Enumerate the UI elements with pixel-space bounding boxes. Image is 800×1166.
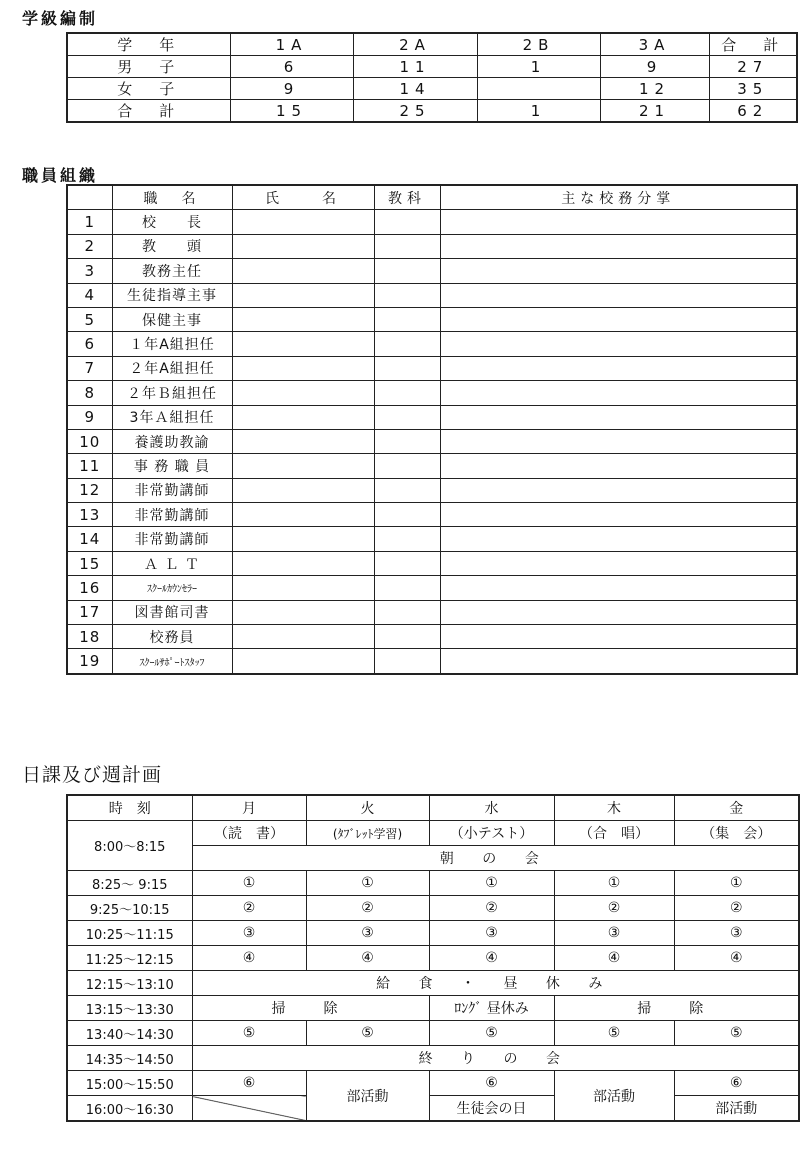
club-activity-cell: 部活動 — [554, 1071, 674, 1122]
staff-position: 校 長 — [112, 210, 232, 234]
staff-row — [67, 381, 797, 405]
schedule-header-cell: 木 — [554, 795, 674, 821]
staff-subject-cell — [374, 332, 440, 356]
staff-section-title: 職員組織 — [22, 166, 99, 185]
period-mark: ② — [554, 896, 674, 921]
staff-position: 教務主任 — [112, 259, 232, 283]
staff-row — [67, 576, 797, 600]
staff-position: 教 頭 — [112, 234, 232, 258]
staff-position: 校務員 — [112, 625, 232, 649]
staff-duty-cell — [440, 454, 797, 478]
staff-name-cell — [232, 454, 374, 478]
staff-row — [67, 307, 797, 331]
staff-duty-cell — [440, 332, 797, 356]
staff-subject-cell — [374, 478, 440, 502]
staff-subject-cell — [374, 576, 440, 600]
time-cell: 8:00～8:15 — [67, 821, 192, 871]
period-mark: ④ — [554, 946, 674, 971]
staff-subject-cell — [374, 551, 440, 575]
staff-name-cell — [232, 576, 374, 600]
staff-row — [67, 332, 797, 356]
class-header-cell: 学 年 — [67, 33, 230, 56]
staff-duty-cell — [440, 283, 797, 307]
staff-name-cell — [232, 405, 374, 429]
staff-duty-cell — [440, 551, 797, 575]
period-mark: ⑤ — [554, 1021, 674, 1046]
staff-row — [67, 551, 797, 575]
staff-duty-cell — [440, 381, 797, 405]
staff-number: 2 — [67, 234, 112, 258]
staff-name-cell — [232, 259, 374, 283]
period-mark: ① — [306, 871, 429, 896]
last-row — [67, 1096, 799, 1122]
class-cell: 9 — [230, 78, 353, 100]
class-cell: 9 — [600, 56, 709, 78]
morning-activity-cell: （読 書） — [192, 821, 306, 846]
lunch-cell: 給 食 ・ 昼 休 み — [192, 971, 799, 996]
staff-number: 7 — [67, 356, 112, 380]
staff-row — [67, 503, 797, 527]
staff-subject-cell — [374, 405, 440, 429]
closing-meeting-cell: 終 り の 会 — [192, 1046, 799, 1071]
morning-activity-row — [67, 821, 799, 846]
class-cell: 21 — [600, 100, 709, 123]
staff-name-cell — [232, 429, 374, 453]
period-mark: ① — [192, 871, 306, 896]
staff-subject-cell — [374, 503, 440, 527]
staff-subject-cell — [374, 307, 440, 331]
class-cell: 27 — [709, 56, 797, 78]
time-cell: 12:15～13:10 — [67, 971, 192, 996]
period-mark: ④ — [306, 946, 429, 971]
staff-number: 4 — [67, 283, 112, 307]
staff-position: 生徒指導主事 — [112, 283, 232, 307]
class-header-cell: 2A — [353, 33, 477, 56]
period-row — [67, 946, 799, 971]
class-cell: 62 — [709, 100, 797, 123]
class-table — [66, 32, 798, 123]
staff-duty-cell — [440, 649, 797, 674]
staff-subject-cell — [374, 527, 440, 551]
staff-subject-cell — [374, 234, 440, 258]
schedule-header-cell: 火 — [306, 795, 429, 821]
staff-duty-cell — [440, 429, 797, 453]
schedule-header-cell: 水 — [429, 795, 554, 821]
class-cell: 11 — [353, 56, 477, 78]
morning-activity-cell: （合 唱） — [554, 821, 674, 846]
staff-position: 図書館司書 — [112, 600, 232, 624]
schedule-table — [66, 794, 800, 1122]
period-mark: ③ — [554, 921, 674, 946]
class-cell — [477, 78, 600, 100]
staff-number: 9 — [67, 405, 112, 429]
staff-number: 15 — [67, 551, 112, 575]
staff-row — [67, 210, 797, 234]
staff-number: 8 — [67, 381, 112, 405]
period-mark: ② — [429, 896, 554, 921]
class-header-cell: 3A — [600, 33, 709, 56]
long-break-cell: ﾛﾝｸﾞ 昼休み — [429, 996, 554, 1021]
class-header-row — [67, 33, 797, 56]
morning-meeting-cell: 朝 の 会 — [192, 846, 799, 871]
period-mark: ⑥ — [192, 1071, 306, 1096]
staff-number: 12 — [67, 478, 112, 502]
staff-position: ｽｸｰﾙｻﾎﾟｰﾄｽﾀｯﾌ — [112, 649, 232, 674]
staff-number: 18 — [67, 625, 112, 649]
period-row — [67, 871, 799, 896]
class-cell: 女 子 — [67, 78, 230, 100]
staff-name-cell — [232, 356, 374, 380]
period-mark: ② — [306, 896, 429, 921]
closing-row — [67, 1046, 799, 1071]
staff-row — [67, 356, 797, 380]
staff-position: 保健主事 — [112, 307, 232, 331]
staff-subject-cell — [374, 356, 440, 380]
staff-header-cell: 主な校務分掌 — [440, 185, 797, 210]
staff-number: 17 — [67, 600, 112, 624]
staff-name-cell — [232, 551, 374, 575]
staff-subject-cell — [374, 600, 440, 624]
staff-name-cell — [232, 307, 374, 331]
staff-row — [67, 478, 797, 502]
period-mark: ⑤ — [192, 1021, 306, 1046]
staff-number: 13 — [67, 503, 112, 527]
staff-duty-cell — [440, 234, 797, 258]
class-cell: 合 計 — [67, 100, 230, 123]
staff-subject-cell — [374, 210, 440, 234]
time-cell: 8:25～ 9:15 — [67, 871, 192, 896]
student-council-cell: 生徒会の日 — [429, 1096, 554, 1122]
staff-position: 養護助教諭 — [112, 429, 232, 453]
staff-row — [67, 454, 797, 478]
period-mark: ⑤ — [674, 1021, 799, 1046]
morning-activity-cell: （小テスト） — [429, 821, 554, 846]
class-cell: 14 — [353, 78, 477, 100]
lunch-row — [67, 971, 799, 996]
staff-duty-cell — [440, 576, 797, 600]
time-cell: 11:25～12:15 — [67, 946, 192, 971]
cleaning-row — [67, 996, 799, 1021]
staff-duty-cell — [440, 405, 797, 429]
schedule-header-cell: 時 刻 — [67, 795, 192, 821]
staff-subject-cell — [374, 429, 440, 453]
staff-name-cell — [232, 649, 374, 674]
staff-subject-cell — [374, 259, 440, 283]
staff-subject-cell — [374, 283, 440, 307]
period-mark: ④ — [192, 946, 306, 971]
staff-number: 16 — [67, 576, 112, 600]
staff-row — [67, 234, 797, 258]
staff-header-cell: 氏 名 — [232, 185, 374, 210]
staff-subject-cell — [374, 454, 440, 478]
time-cell: 14:35～14:50 — [67, 1046, 192, 1071]
class-header-cell: 合 計 — [709, 33, 797, 56]
period-mark: ③ — [306, 921, 429, 946]
staff-header-row — [67, 185, 797, 210]
class-cell: 1 — [477, 100, 600, 123]
diagonal-empty-cell — [192, 1096, 306, 1122]
staff-position: ２年Ｂ組担任 — [112, 381, 232, 405]
period-mark: ④ — [674, 946, 799, 971]
staff-subject-cell — [374, 649, 440, 674]
class-header-cell: 2B — [477, 33, 600, 56]
period-mark: ① — [554, 871, 674, 896]
period-row — [67, 921, 799, 946]
period-mark: ⑥ — [429, 1071, 554, 1096]
staff-name-cell — [232, 283, 374, 307]
staff-position: 非常勤講師 — [112, 527, 232, 551]
staff-name-cell — [232, 210, 374, 234]
class-cell: 12 — [600, 78, 709, 100]
class-row-girls — [67, 78, 797, 100]
staff-duty-cell — [440, 259, 797, 283]
staff-name-cell — [232, 234, 374, 258]
class-cell: 25 — [353, 100, 477, 123]
staff-row — [67, 405, 797, 429]
staff-header-cell — [67, 185, 112, 210]
staff-duty-cell — [440, 600, 797, 624]
time-cell: 9:25～10:15 — [67, 896, 192, 921]
staff-number: 1 — [67, 210, 112, 234]
period5-row — [67, 1021, 799, 1046]
staff-duty-cell — [440, 503, 797, 527]
staff-name-cell — [232, 625, 374, 649]
staff-header-cell: 教科 — [374, 185, 440, 210]
staff-position: ２年A組担任 — [112, 356, 232, 380]
staff-table — [66, 184, 798, 675]
period-mark: ④ — [429, 946, 554, 971]
time-cell: 10:25～11:15 — [67, 921, 192, 946]
time-cell: 15:00～15:50 — [67, 1071, 192, 1096]
staff-number: 14 — [67, 527, 112, 551]
period-mark: ⑤ — [429, 1021, 554, 1046]
staff-row — [67, 283, 797, 307]
period-mark: ③ — [674, 921, 799, 946]
class-row-total — [67, 100, 797, 123]
morning-activity-cell: （集 会） — [674, 821, 799, 846]
staff-header-cell: 職 名 — [112, 185, 232, 210]
class-row-boys — [67, 56, 797, 78]
period-mark: ② — [674, 896, 799, 921]
period6-row — [67, 1071, 799, 1096]
staff-position: 非常勤講師 — [112, 478, 232, 502]
staff-number: 3 — [67, 259, 112, 283]
class-cell: 男 子 — [67, 56, 230, 78]
morning-activity-cell: (ﾀﾌﾞﾚｯﾄ学習) — [306, 821, 429, 846]
staff-duty-cell — [440, 210, 797, 234]
period-mark: ③ — [192, 921, 306, 946]
time-cell: 13:15～13:30 — [67, 996, 192, 1021]
staff-duty-cell — [440, 527, 797, 551]
staff-position: 非常勤講師 — [112, 503, 232, 527]
staff-number: 11 — [67, 454, 112, 478]
staff-position: １年A組担任 — [112, 332, 232, 356]
cleaning-cell: 掃 除 — [554, 996, 799, 1021]
staff-position: 事 務 職 員 — [112, 454, 232, 478]
period-mark: ③ — [429, 921, 554, 946]
schedule-header-cell: 金 — [674, 795, 799, 821]
schedule-header-cell: 月 — [192, 795, 306, 821]
staff-number: 10 — [67, 429, 112, 453]
staff-row — [67, 625, 797, 649]
staff-name-cell — [232, 478, 374, 502]
period-mark: ① — [429, 871, 554, 896]
period-mark: ② — [192, 896, 306, 921]
time-cell: 13:40～14:30 — [67, 1021, 192, 1046]
staff-duty-cell — [440, 625, 797, 649]
staff-row — [67, 527, 797, 551]
staff-number: 19 — [67, 649, 112, 674]
staff-name-cell — [232, 527, 374, 551]
class-section-title: 学級編制 — [22, 9, 99, 28]
staff-duty-cell — [440, 356, 797, 380]
staff-subject-cell — [374, 625, 440, 649]
staff-duty-cell — [440, 478, 797, 502]
period-mark: ⑤ — [306, 1021, 429, 1046]
class-header-cell: 1A — [230, 33, 353, 56]
period-mark: ⑥ — [674, 1071, 799, 1096]
staff-number: 5 — [67, 307, 112, 331]
class-cell: 35 — [709, 78, 797, 100]
class-cell: 1 — [477, 56, 600, 78]
cleaning-cell: 掃 除 — [192, 996, 429, 1021]
period-mark: ① — [674, 871, 799, 896]
staff-name-cell — [232, 600, 374, 624]
schedule-section-title: 日課及び週計画 — [22, 764, 163, 786]
staff-position: Ａ Ｌ Ｔ — [112, 551, 232, 575]
staff-duty-cell — [440, 307, 797, 331]
staff-number: 6 — [67, 332, 112, 356]
class-cell: 6 — [230, 56, 353, 78]
staff-row — [67, 649, 797, 674]
staff-name-cell — [232, 332, 374, 356]
staff-subject-cell — [374, 381, 440, 405]
club-activity-cell: 部活動 — [674, 1096, 799, 1122]
staff-row — [67, 429, 797, 453]
schedule-header-row — [67, 795, 799, 821]
club-activity-cell: 部活動 — [306, 1071, 429, 1122]
time-cell: 16:00～16:30 — [67, 1096, 192, 1122]
period-row — [67, 896, 799, 921]
staff-row — [67, 259, 797, 283]
staff-position: 3年Ａ組担任 — [112, 405, 232, 429]
staff-name-cell — [232, 503, 374, 527]
staff-position: ｽｸｰﾙｶｳﾝｾﾗｰ — [112, 576, 232, 600]
staff-name-cell — [232, 381, 374, 405]
class-cell: 15 — [230, 100, 353, 123]
staff-row — [67, 600, 797, 624]
